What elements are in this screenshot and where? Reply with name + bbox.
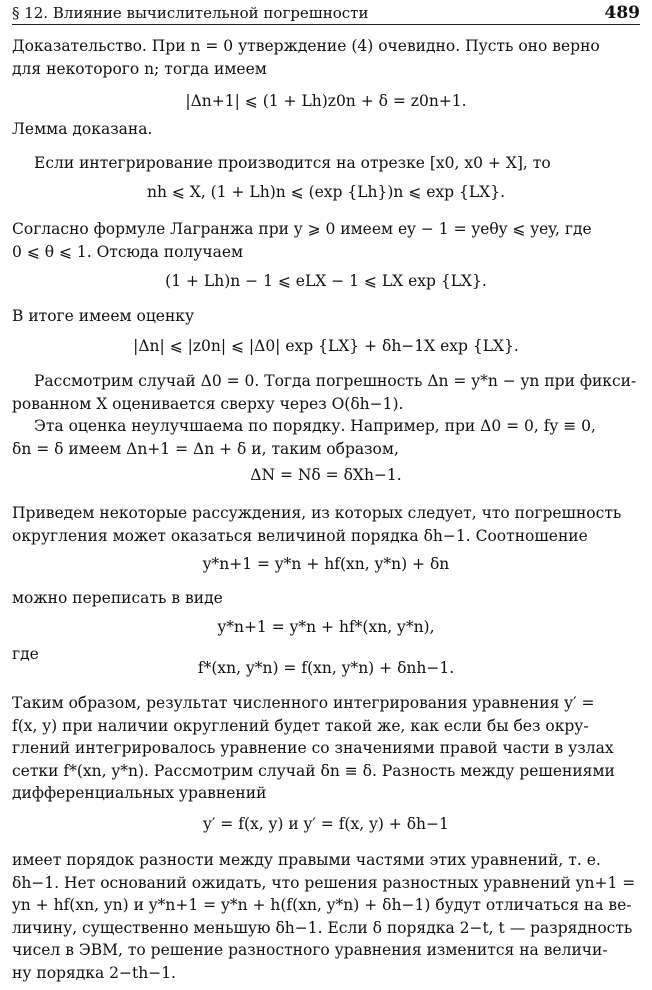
text-line: Таким образом, результат численного интегрирования уравнения y′ = bbox=[12, 694, 595, 712]
equation: f*(xn, y*n) = f(xn, y*n) + δnh−1. bbox=[197, 659, 455, 677]
text-line: имеет порядок разности между правыми частями этих уравнений, т. е. bbox=[12, 851, 601, 869]
result-paragraph bbox=[12, 692, 640, 805]
text-line: δh−1. Нет оснований ожидать, что решения разностных уравнений yn+1 = bbox=[12, 873, 636, 892]
text-line: можно переписать в виде bbox=[12, 589, 223, 607]
text-line: Эта оценка неулучшаема по порядку. Например, при Δ0 = 0, fy ≡ 0, bbox=[34, 417, 596, 435]
text-line: где bbox=[12, 645, 39, 663]
page-number: 489 bbox=[604, 3, 640, 23]
case-paragraph bbox=[12, 370, 640, 460]
text-line: ну порядка 2−th−1. bbox=[12, 963, 176, 982]
header-rule bbox=[12, 24, 640, 25]
text-line: округления может оказаться величиной порядка δh−1. Соотношение bbox=[12, 526, 588, 545]
lemma-proven bbox=[12, 118, 640, 141]
text-line: Приведем некоторые рассуждения, из которых следует, что погрешность bbox=[12, 504, 622, 522]
equation: |Δn+1| ⩽ (1 + Lh)z0n + δ = z0n+1. bbox=[185, 92, 467, 110]
proof-paragraph bbox=[12, 35, 640, 80]
integration-paragraph bbox=[12, 152, 640, 175]
text-line: чисел в ЭВМ, то решение разностного уравнения изменится на величи- bbox=[12, 941, 608, 959]
text-line: 0 ⩽ θ ⩽ 1. Отсюда получаем bbox=[12, 242, 244, 261]
equation: |Δn| ⩽ |z0n| ⩽ |Δ0| exp {LX} + δh−1X exp {LX}. bbox=[133, 337, 519, 355]
text-line: Доказательство. При n = 0 утверждение (4) очевидно. Пусть оно верно bbox=[12, 37, 600, 55]
text-line: В итоге имеем оценку bbox=[12, 307, 195, 325]
text-line: для некоторого n; тогда имеем bbox=[12, 59, 267, 78]
text-line: сетки f*(xn, y*n). Рассмотрим случай δn ≡ δ. Разность между решениями bbox=[12, 761, 615, 780]
text-line: дифференциальных уравнений bbox=[12, 784, 267, 802]
text-line: Если интегрирование производится на отрезке [x0, x0 + X], то bbox=[34, 154, 551, 172]
text-line: Лемма доказана. bbox=[12, 120, 153, 138]
equation: nh ⩽ X, (1 + Lh)n ⩽ (exp {Lh})n ⩽ exp {LX}. bbox=[146, 183, 505, 201]
section-title: § 12. Влияние вычислительной погрешности bbox=[12, 4, 369, 22]
text-line: Рассмотрим случай Δ0 = 0. Тогда погрешность Δn = y*n − yn при фикси- bbox=[34, 372, 637, 390]
text-line: δn = δ имеем Δn+1 = Δn + δ и, таким образом, bbox=[12, 439, 399, 458]
text-line: глений интегрировалось уравнение со значениями правой части в узлах bbox=[12, 739, 614, 757]
text-line: рованном X оценивается сверху через O(δh−1). bbox=[12, 394, 404, 413]
equation: ΔN = Nδ = δXh−1. bbox=[250, 466, 402, 484]
rounding-paragraph bbox=[12, 502, 640, 547]
equation: y′ = f(x, y) и y′ = f(x, y) + δh−1 bbox=[203, 815, 449, 833]
text-line: личину, существенно меньшую δh−1. Если δ порядка 2−t, t — разрядность bbox=[12, 918, 633, 937]
estimate-intro bbox=[12, 305, 640, 328]
text-line: yn + hf(xn, yn) и y*n+1 = y*n + h(f(xn, y*n) + δh−1) будут отличаться на ве- bbox=[12, 896, 632, 914]
running-header bbox=[12, 3, 640, 25]
conclusion-paragraph bbox=[12, 849, 640, 984]
text-line: f(x, y) при наличии округлений будет такой же, как если бы без окру- bbox=[12, 716, 589, 735]
equation: y*n+1 = y*n + hf*(xn, y*n), bbox=[217, 618, 435, 636]
lagrange-paragraph bbox=[12, 218, 640, 263]
text-line: Согласно формуле Лагранжа при y ⩾ 0 имеем ey − 1 = yeθy ⩽ yey, где bbox=[12, 220, 592, 238]
equation: y*n+1 = y*n + hf(xn, y*n) + δn bbox=[202, 555, 450, 573]
rewrite-intro bbox=[12, 587, 640, 610]
equation: (1 + Lh)n − 1 ⩽ eLX − 1 ⩽ LX exp {LX}. bbox=[165, 272, 487, 290]
